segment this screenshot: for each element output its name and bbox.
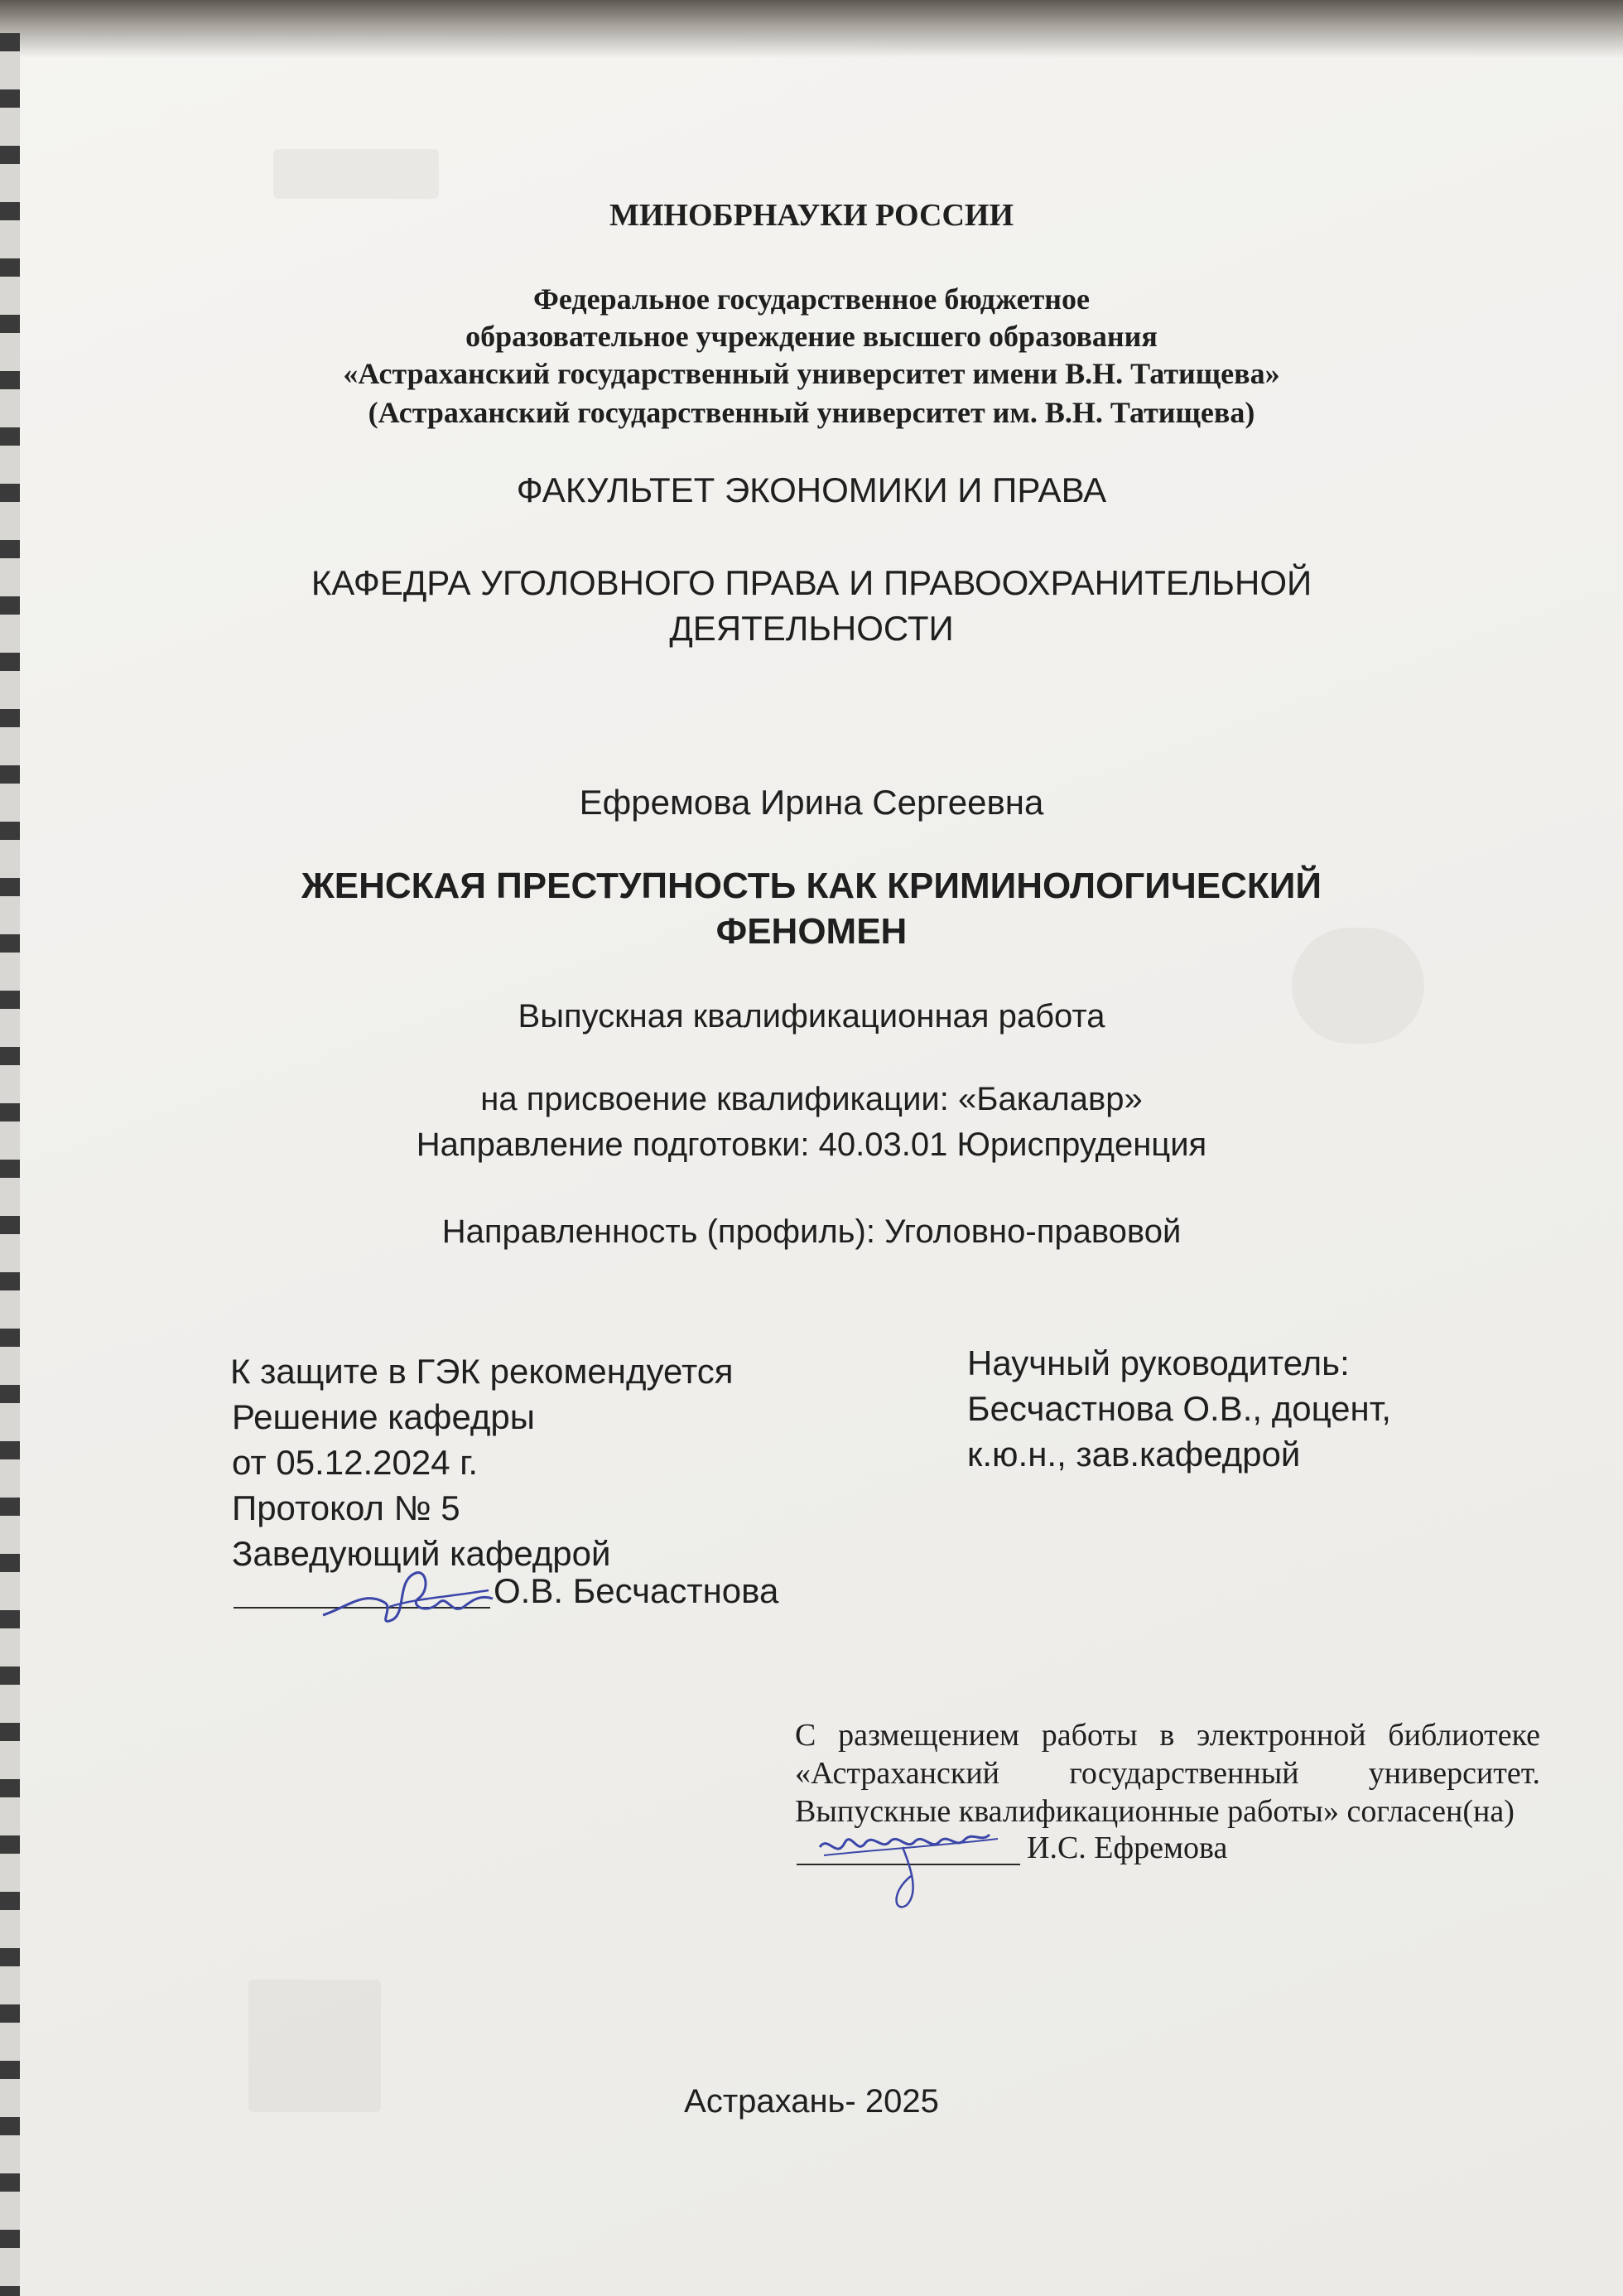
supervisor-degree: к.ю.н., зав.кафедрой: [967, 1435, 1301, 1474]
protocol-number: Протокол № 5: [232, 1488, 460, 1527]
study-direction: Направление подготовки: 40.03.01 Юриспруденция: [416, 1126, 1207, 1163]
institution-line: Федеральное государственное бюджетное: [532, 282, 1091, 316]
supervisor-label: Научный руководитель:: [967, 1343, 1350, 1382]
ministry-name: МИНОБРНАУКИ РОССИИ: [609, 198, 1014, 233]
study-profile: Направленность (профиль): Уголовно-правовой: [441, 1213, 1182, 1250]
thesis-title-line: ФЕНОМЕН: [715, 911, 908, 952]
page-top-shadow: [0, 0, 1623, 58]
work-type: Выпускная квалификационная работа: [518, 998, 1105, 1035]
department-line: КАФЕДРА УГОЛОВНОГО ПРАВА И ПРАВООХРАНИТЕЛЬНОЙ: [311, 563, 1312, 602]
institution-line: образовательное учреждение высшего образования: [465, 320, 1158, 353]
thesis-title-line: ЖЕНСКАЯ ПРЕСТУПНОСТЬ КАК КРИМИНОЛОГИЧЕСКИЙ: [301, 866, 1322, 906]
author-signature: [812, 1810, 1010, 1917]
author-signature-name: И.С. Ефремова: [1027, 1831, 1228, 1865]
bleed-through-shape: [273, 149, 439, 199]
author-name: Ефремова Ирина Сергеевна: [579, 783, 1044, 822]
supervisor-name: Бесчастнова О.В., доцент,: [967, 1389, 1391, 1428]
institution-line: «Астраханский государственный университет имени В.Н. Татищева»: [343, 357, 1280, 390]
faculty-name: ФАКУЛЬТЕТ ЭКОНОМИКИ И ПРАВА: [516, 470, 1107, 509]
library-consent-text: С размещением работы в электронной библиотеке «Астраханский государственный университет. Выпускные квалификационные работы» согласен(на): [795, 1718, 1540, 1829]
institution-line: (Астраханский государственный университет им. В.Н. Татищева): [368, 396, 1255, 429]
defense-recommendation: К защите в ГЭК рекомендуется: [230, 1352, 734, 1391]
head-signature-name: О.В. Бесчастнова: [494, 1571, 779, 1610]
city-year: Астрахань- 2025: [684, 2083, 939, 2120]
department-line: ДЕЯТЕЛЬНОСТИ: [669, 609, 954, 648]
head-of-department-label: Заведующий кафедрой: [232, 1534, 611, 1573]
department-decision: Решение кафедры: [232, 1397, 535, 1436]
qualification: на присвоение квалификации: «Бакалавр»: [480, 1081, 1143, 1117]
decision-date: от 05.12.2024 г.: [232, 1443, 479, 1482]
head-signature: [315, 1557, 505, 1640]
